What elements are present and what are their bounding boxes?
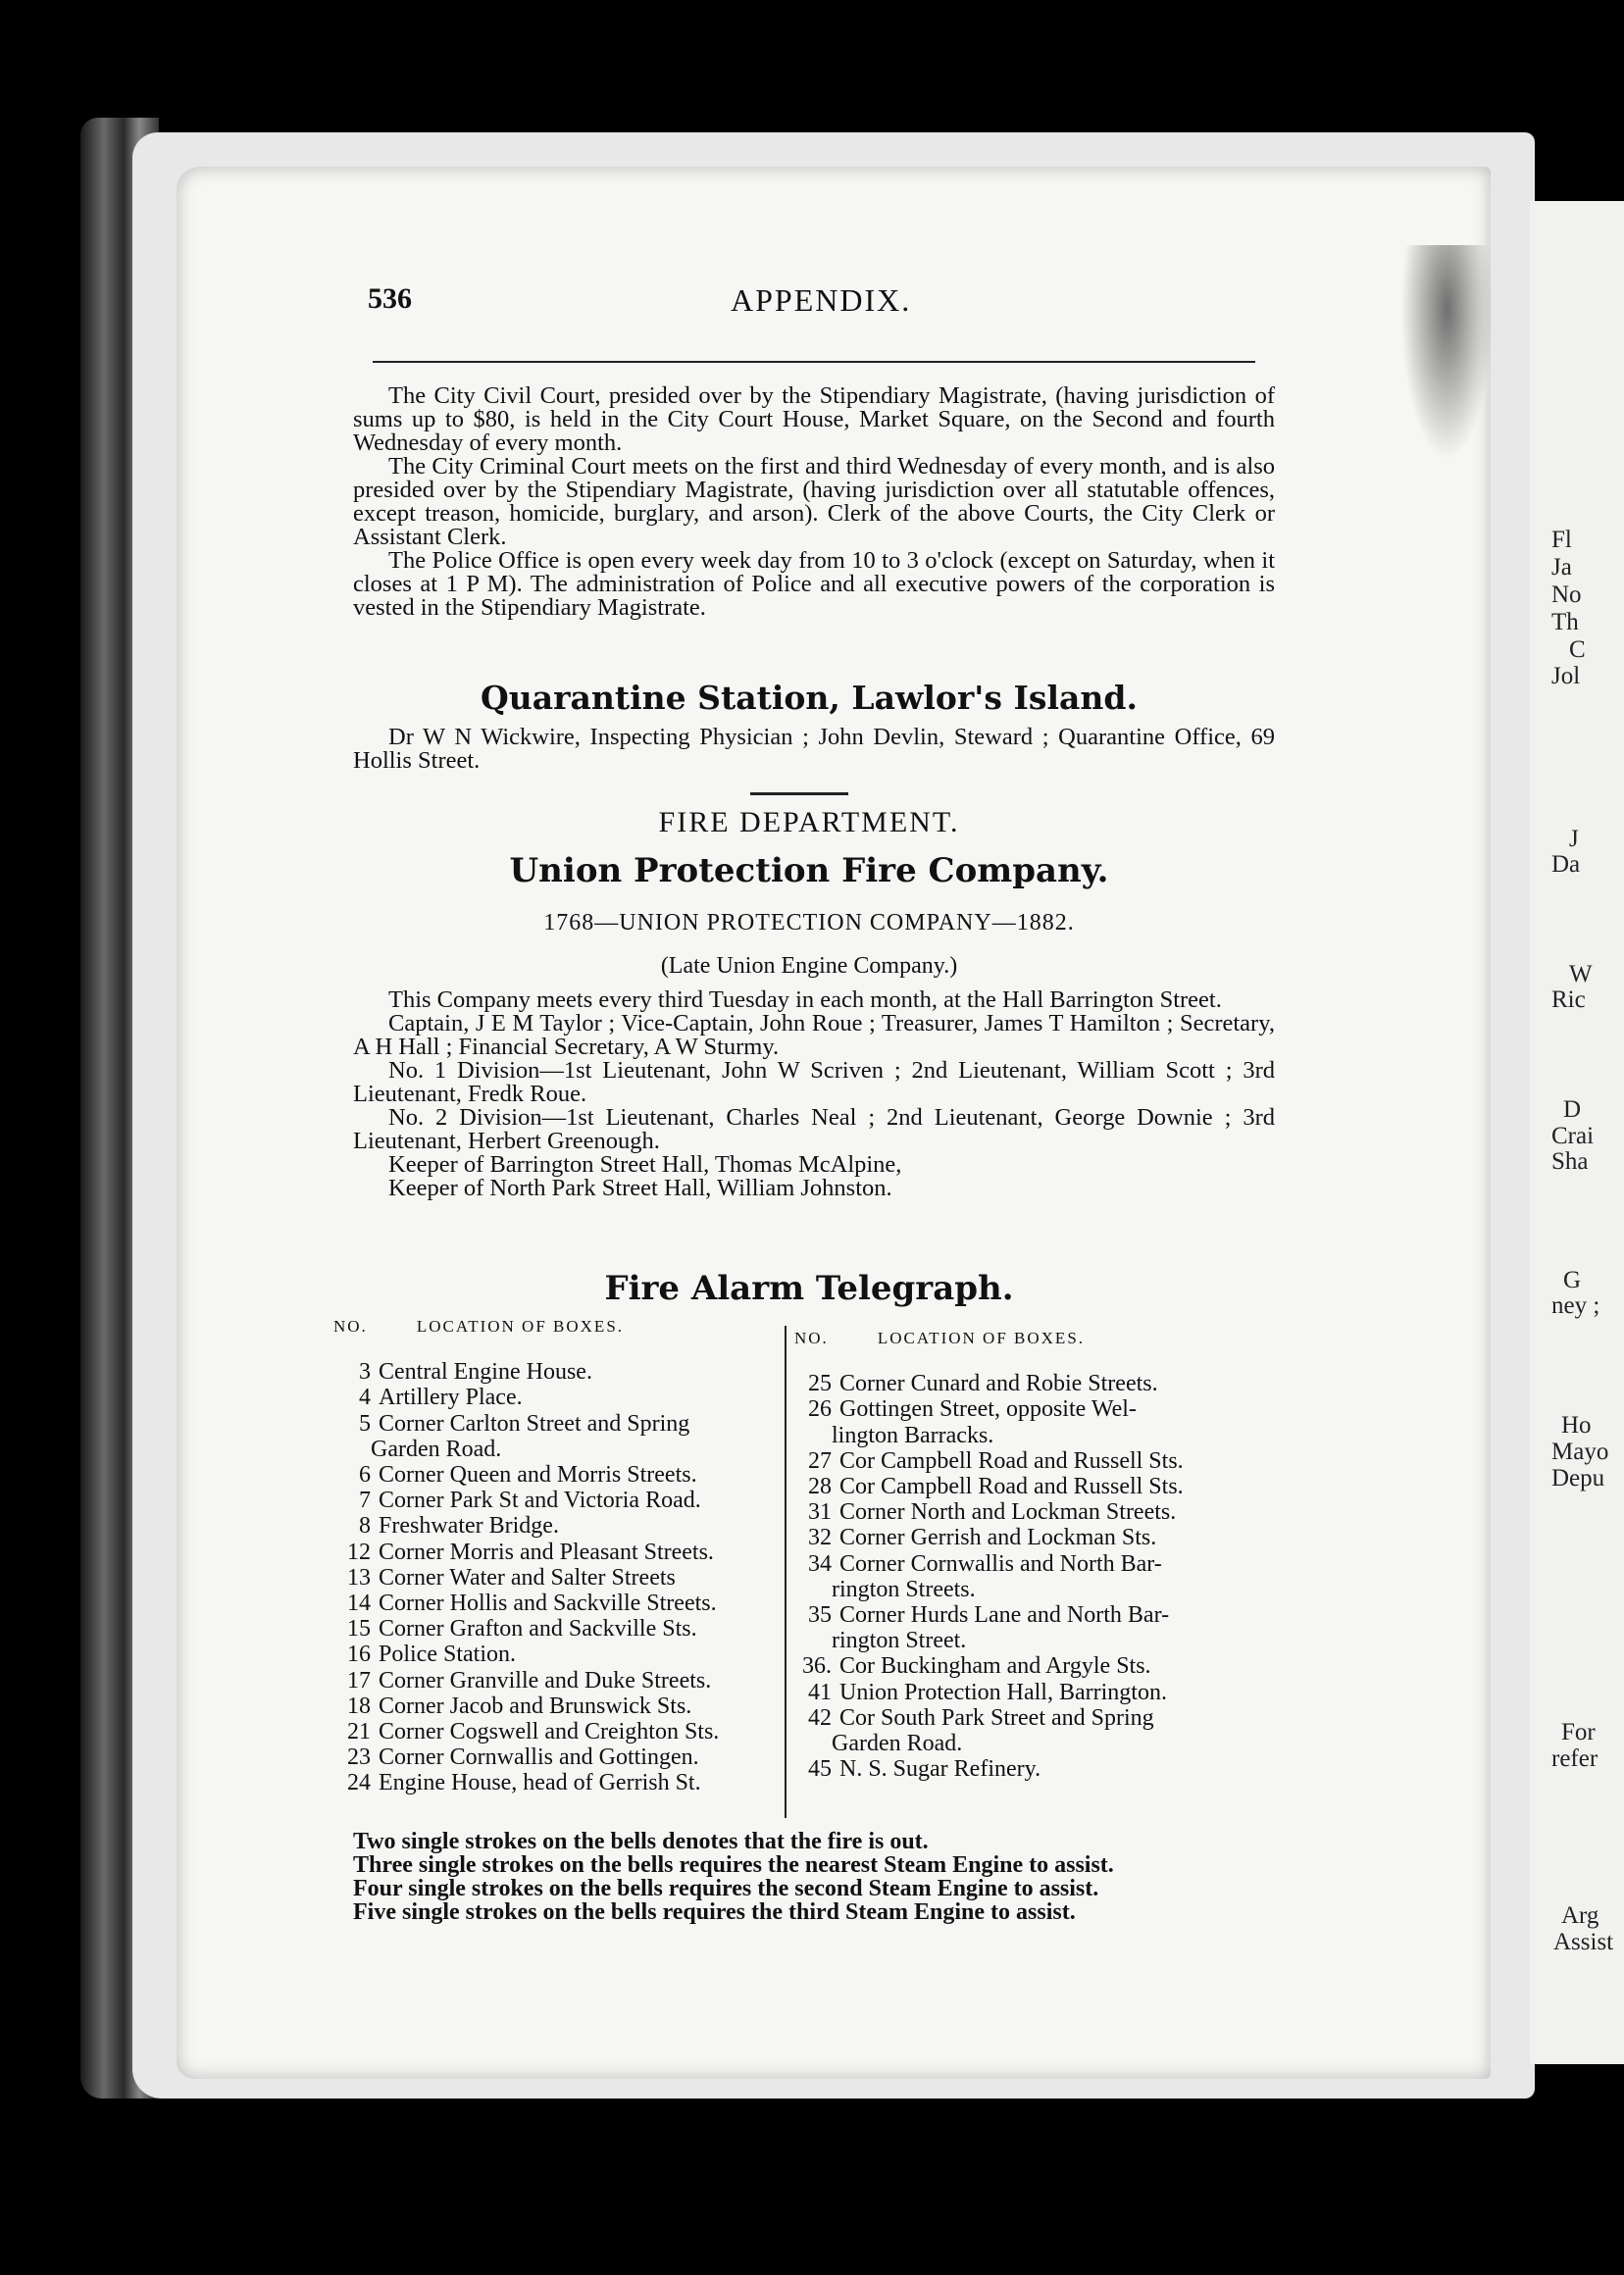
- box-location: Cor Campbell Road and Russell Sts.: [839, 1474, 1184, 1500]
- box-entry: [333, 1488, 780, 1513]
- box-entry: [333, 1565, 780, 1591]
- facing-fragment: Th: [1551, 609, 1579, 635]
- facing-fragment: Assist: [1553, 1929, 1614, 1955]
- box-entry: [333, 1513, 780, 1539]
- page-header: [368, 282, 1250, 331]
- box-entry: [333, 1385, 780, 1410]
- bell-signals: [353, 1830, 1275, 1924]
- facing-fragment: Sha: [1551, 1148, 1589, 1175]
- box-number: 12: [347, 1539, 371, 1565]
- quarantine-section: [353, 726, 1275, 773]
- box-location: Corner Morris and Pleasant Streets.: [379, 1539, 714, 1565]
- facing-fragment: J: [1569, 826, 1579, 852]
- facing-fragment: Arg: [1561, 1902, 1599, 1929]
- signal-line: Two single strokes on the bells denotes that the fire is out.: [353, 1829, 929, 1854]
- box-entry: [333, 1540, 780, 1565]
- company-paragraph: Keeper of North Park Street Hall, William Johnston.: [388, 1175, 892, 1201]
- box-number: 26: [808, 1396, 832, 1423]
- box-location: Union Protection Hall, Barrington.: [839, 1679, 1167, 1705]
- company-paragraph: Keeper of Barrington Street Hall, Thomas McAlpine,: [388, 1151, 902, 1178]
- box-location: Police Station.: [379, 1642, 516, 1668]
- box-number: 36.: [802, 1653, 832, 1680]
- facing-fragment: W: [1569, 961, 1593, 987]
- facing-fragment: refer: [1551, 1745, 1599, 1772]
- facing-fragment: No: [1551, 581, 1582, 608]
- box-number: 13: [347, 1564, 371, 1591]
- box-location: Central Engine House.: [379, 1359, 592, 1386]
- boxes-left-column: [333, 1314, 780, 1796]
- facing-fragment: C: [1569, 636, 1586, 663]
- col-no-label: NO.: [333, 1317, 368, 1336]
- facing-fragment: Crai: [1551, 1123, 1595, 1149]
- facing-fragment: Jol: [1551, 663, 1581, 689]
- box-number: 4: [359, 1385, 371, 1411]
- box-entry: [794, 1551, 1255, 1577]
- box-location: Corner Cunard and Robie Streets.: [839, 1371, 1158, 1397]
- quarantine-title: Quarantine Station, Lawlor's Island.: [481, 679, 1138, 717]
- box-location: Freshwater Bridge.: [379, 1513, 559, 1540]
- box-entry: [333, 1694, 780, 1719]
- box-location: Corner Hollis and Sackville Streets.: [379, 1591, 717, 1617]
- telegraph-title: Fire Alarm Telegraph.: [604, 1269, 1014, 1308]
- box-location: Cor South Park Street and Spring: [839, 1704, 1154, 1731]
- company-details: [353, 988, 1275, 1200]
- box-number: 18: [347, 1693, 371, 1719]
- box-number: 45: [808, 1756, 832, 1783]
- box-location: Corner Cornwallis and Gottingen.: [379, 1744, 699, 1771]
- company-paragraph: No. 2 Division—1st Lieutenant, Charles Neal ; 2nd Lieutenant, George Downie ; 3rd Lieutenant, Herbert Greenough.: [353, 1104, 1275, 1154]
- signal-line: Four single strokes on the bells requires the second Steam Engine to assist.: [353, 1876, 1099, 1901]
- column-header: [794, 1326, 1255, 1351]
- company-paragraph: This Company meets every third Tuesday in each month, at the Hall Barrington Street.: [388, 986, 1222, 1013]
- section-rule: [750, 792, 848, 795]
- box-number: 27: [808, 1447, 832, 1474]
- box-entry: [333, 1642, 780, 1667]
- box-location: Corner Carlton Street and Spring: [379, 1410, 690, 1437]
- box-entry: [794, 1525, 1255, 1550]
- box-location: Corner Jacob and Brunswick Sts.: [379, 1693, 692, 1719]
- box-location-continued: lington Barracks.: [832, 1422, 994, 1448]
- box-entry: [333, 1591, 780, 1616]
- fire-department-heading: FIRE DEPARTMENT.: [658, 806, 960, 838]
- facing-fragment: Ja: [1551, 554, 1572, 581]
- box-location: Corner Park St and Victoria Road.: [379, 1488, 701, 1514]
- box-entry: [794, 1680, 1255, 1705]
- box-entry: [333, 1616, 780, 1642]
- box-number: 42: [808, 1704, 832, 1731]
- column-header: [333, 1314, 780, 1340]
- box-entry: [794, 1705, 1255, 1731]
- union-company-title: Union Protection Fire Company.: [509, 851, 1109, 890]
- police-office-paragraph: The Police Office is open every week day from 10 to 3 o'clock (except on Saturday, when it closes at 1 P M). The administration of Police and all executive powers of the corporation is vested in the Stipendiary Magistrate.: [353, 547, 1275, 621]
- box-location: Corner Cornwallis and North Bar-: [839, 1550, 1162, 1577]
- company-paragraph: Captain, J E M Taylor ; Vice-Captain, John Roue ; Treasurer, James T Hamilton ; Secretary, A H Hall ; Financial Secretary, A W Sturmy.: [353, 1010, 1275, 1060]
- facing-fragment: Da: [1551, 851, 1581, 878]
- late-company-line: (Late Union Engine Company.): [660, 953, 958, 979]
- box-number: 41: [808, 1679, 832, 1705]
- running-head: APPENDIX.: [731, 282, 912, 318]
- column-divider: [785, 1326, 787, 1818]
- box-location-continued: rington Streets.: [832, 1576, 976, 1602]
- facing-fragment: D: [1563, 1096, 1582, 1123]
- signal-line: Three single strokes on the bells requires the nearest Steam Engine to assist.: [353, 1852, 1114, 1878]
- col-location-label: LOCATION OF BOXES.: [877, 1329, 1086, 1347]
- facing-fragment: Depu: [1551, 1465, 1605, 1491]
- box-entry: [794, 1474, 1255, 1499]
- box-entry: [794, 1499, 1255, 1525]
- box-number: 15: [347, 1616, 371, 1643]
- box-location: Cor Campbell Road and Russell Sts.: [839, 1447, 1184, 1474]
- facing-fragment: For: [1561, 1719, 1596, 1745]
- box-location: Corner Water and Salter Streets: [379, 1564, 676, 1591]
- box-number: 14: [347, 1591, 371, 1617]
- box-location: Corner Gerrish and Lockman Sts.: [839, 1525, 1157, 1551]
- page-number: 536: [368, 282, 412, 315]
- col-no-label: NO.: [794, 1329, 829, 1347]
- facing-fragment: Fl: [1551, 527, 1572, 553]
- box-location-continued: Garden Road.: [371, 1436, 502, 1462]
- facing-fragment: ney ;: [1551, 1292, 1600, 1319]
- quarantine-text: Dr W N Wickwire, Inspecting Physician ; John Devlin, Steward ; Quarantine Office, 69 Hollis Street.: [353, 724, 1275, 774]
- criminal-court-paragraph: The City Criminal Court meets on the first and third Wednesday of every month, and is also presided over by the Stipendiary Magistrate, (having jurisdiction over all statutable offences, except treason, homicide, burglary, and arson). Clerk of the above Courts, the City Clerk or Assistant Clerk.: [353, 453, 1275, 550]
- box-location: Cor Buckingham and Argyle Sts.: [839, 1653, 1151, 1680]
- box-entry: [333, 1411, 780, 1437]
- box-entry: [794, 1756, 1255, 1782]
- company-paragraph: No. 1 Division—1st Lieutenant, John W Scriven ; 2nd Lieutenant, William Scott ; 3rd Lieutenant, Fredk Roue.: [353, 1057, 1275, 1107]
- box-location: Corner Cogswell and Creighton Sts.: [379, 1719, 720, 1745]
- gutter-stain: [1400, 245, 1494, 461]
- box-number: 34: [808, 1550, 832, 1577]
- box-number: 24: [347, 1770, 371, 1796]
- box-number: 6: [359, 1462, 371, 1489]
- box-entry: [794, 1448, 1255, 1474]
- box-entry: [333, 1770, 780, 1795]
- box-entry: [794, 1653, 1255, 1679]
- box-entry: [333, 1668, 780, 1694]
- box-number: 25: [808, 1371, 832, 1397]
- box-location: Corner Hurds Lane and North Bar-: [839, 1602, 1170, 1629]
- civil-court-paragraph: The City Civil Court, presided over by the Stipendiary Magistrate, (having jurisdiction of sums up to $80, is held in the City Court House, Market Square, on the Second and fourth Wednesday of every month.: [353, 382, 1275, 456]
- box-entry: [333, 1719, 780, 1744]
- box-number: 32: [808, 1525, 832, 1551]
- box-location: Corner Grafton and Sackville Sts.: [379, 1616, 697, 1643]
- box-entry: [794, 1602, 1255, 1628]
- box-number: 5: [359, 1410, 371, 1437]
- boxes-right-column: [794, 1326, 1255, 1782]
- box-number: 31: [808, 1499, 832, 1526]
- box-number: 16: [347, 1642, 371, 1668]
- years-line: 1768—UNION PROTECTION COMPANY—1882.: [543, 910, 1075, 935]
- box-entry: [333, 1462, 780, 1488]
- box-number: 8: [359, 1513, 371, 1540]
- box-location: Engine House, head of Gerrish St.: [379, 1770, 701, 1796]
- courts-section: [353, 384, 1275, 620]
- box-entry: [794, 1371, 1255, 1396]
- signal-line: Five single strokes on the bells requires the third Steam Engine to assist.: [353, 1899, 1076, 1925]
- facing-fragment: Ho: [1561, 1412, 1592, 1439]
- box-location-continued: rington Street.: [832, 1628, 967, 1654]
- box-location: Artillery Place.: [379, 1385, 523, 1411]
- box-number: 17: [347, 1667, 371, 1694]
- facing-fragment: Mayo: [1551, 1439, 1609, 1465]
- box-location-continued: Garden Road.: [832, 1731, 963, 1757]
- box-number: 7: [359, 1488, 371, 1514]
- header-rule: [373, 361, 1255, 363]
- box-number: 23: [347, 1744, 371, 1771]
- box-location: N. S. Sugar Refinery.: [839, 1756, 1041, 1783]
- box-number: 3: [359, 1359, 371, 1386]
- box-location: Corner Granville and Duke Streets.: [379, 1667, 712, 1694]
- facing-fragment: G: [1563, 1267, 1582, 1293]
- box-entry: [333, 1744, 780, 1770]
- box-number: 35: [808, 1602, 832, 1629]
- facing-page: [1530, 201, 1624, 2064]
- col-location-label: LOCATION OF BOXES.: [416, 1317, 625, 1336]
- box-location: Corner Queen and Morris Streets.: [379, 1462, 697, 1489]
- box-entry: [794, 1396, 1255, 1422]
- facing-fragment: Ric: [1551, 986, 1586, 1013]
- box-number: 21: [347, 1719, 371, 1745]
- box-entry: [333, 1359, 780, 1385]
- box-number: 28: [808, 1474, 832, 1500]
- box-location: Gottingen Street, opposite Wel-: [839, 1396, 1137, 1423]
- box-location: Corner North and Lockman Streets.: [839, 1499, 1177, 1526]
